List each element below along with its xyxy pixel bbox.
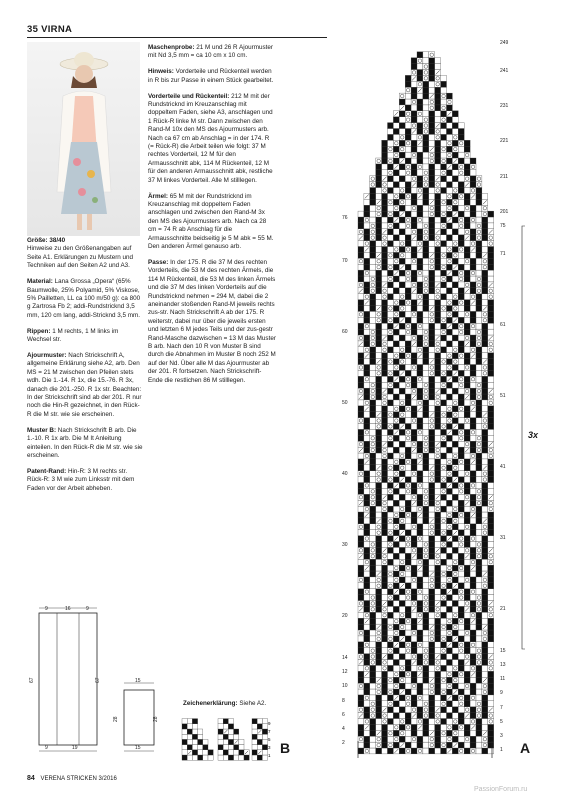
header-rule — [27, 37, 327, 38]
row-number: 21 — [500, 606, 506, 612]
section-aermel — [148, 193, 276, 252]
row-number: 40 — [342, 471, 348, 477]
chart-b — [182, 715, 282, 765]
body-outline — [39, 613, 97, 745]
chart-b-row-7: 7 — [268, 729, 271, 734]
section-muster-b — [27, 427, 143, 461]
row-number: 13 — [500, 662, 506, 668]
row-number: 211 — [500, 174, 508, 180]
row-number: 41 — [500, 464, 506, 470]
row-number: 71 — [500, 251, 506, 257]
row-number: 70 — [342, 258, 348, 264]
dim-body-bottom-1: 9 — [45, 745, 48, 751]
row-number: 1 — [500, 747, 503, 753]
row-number: 75 — [500, 223, 506, 229]
section-ajourmuster — [27, 352, 143, 419]
row-number: 241 — [500, 68, 509, 74]
section-vorderteile — [148, 93, 276, 185]
chart-b-row-3: 3 — [268, 745, 271, 750]
row-number: 60 — [342, 329, 348, 335]
section-heading: Material: — [27, 278, 53, 286]
chart-b-label: B — [280, 740, 291, 756]
section-heading: Rippen: — [27, 327, 51, 335]
chart-b-row-1: 1 — [268, 753, 271, 758]
dim-body-height-left: 67 — [29, 677, 35, 683]
row-number: 15 — [500, 648, 506, 654]
row-number: 6 — [342, 712, 345, 718]
section-heading: Größe: 38/40 — [27, 237, 66, 244]
row-number: 50 — [342, 400, 348, 406]
row-number: 76 — [342, 215, 348, 221]
chart-b-row-9: 9 — [268, 721, 271, 726]
model-photo — [27, 42, 140, 236]
dim-sleeve-top: 15 — [135, 678, 141, 684]
page-number: 84 — [27, 775, 35, 782]
magazine-name: VERENA STRICKEN 3/2016 — [40, 776, 117, 782]
row-number: 221 — [500, 138, 509, 144]
section-material — [27, 278, 143, 320]
chart-a-right-numbers — [500, 223, 506, 753]
section-body: 65 M mit der Rundstricknd im Kreuzanschlag mit doppeltem Faden anschlagen und zwischen den Rand-M 3x den MS des Ajourmusters arb. Nach ca 28 cm = 74 R ab Anschlag für die Armausschnitte beidseitig je 5 M abk = 55 M. Den anderen Ärmel genauso arb. — [148, 192, 274, 251]
legend-label: Zeichenerklärung: — [183, 700, 238, 707]
section-groesse — [27, 237, 143, 271]
dim-sleeve-height-left: 28 — [113, 716, 119, 722]
section-rippen — [27, 328, 143, 345]
chart-a-right-top-numbers — [500, 40, 509, 215]
section-hinweis — [148, 68, 276, 85]
repeat-bracket — [522, 226, 525, 649]
section-heading: Hinweis: — [148, 68, 174, 76]
schematic-drawing — [27, 605, 187, 765]
watermark: PassionForum.ru — [474, 786, 528, 793]
row-number: 4 — [342, 726, 345, 732]
page-header — [27, 24, 327, 35]
row-number: 61 — [500, 322, 506, 328]
section-body: Vorderteile und Rückenteil werden in R bis zur Passe in einem Stück gearbeitet. — [148, 68, 274, 84]
row-number: 14 — [342, 655, 348, 661]
section-body: Lana Grossa „Opera“ (65% Baumwolle, 25% Polyamid, 5% Viskose, 5% Pailletten, LL ca 100 m/50 g): ca 800 g Zartrosa Fb 2; addi-Rundstricknd 3,5 mm, 120 cm lang, addi-Stricknd 3,5 mm. — [27, 278, 141, 319]
chart-a-label: A — [520, 740, 531, 756]
section-body: 1 M rechts, 1 M links im Wechsel str. — [27, 327, 119, 344]
chart-a — [342, 36, 525, 766]
middle-text-column — [148, 44, 276, 393]
section-body: Nach Strickschrift A, allgemeine Erklärung siehe A2, arb. Den MS = 21 M zwischen den Pfeilen stets wdh. Die 1.-14. R 1x, die 15.-76. R 3x, danach die 201.-250. R 1x str. Beachten: In der Strickschrift sind ab der 201. R nur noch die Hin-R gezeichnet, in den Rück-R die M str. wie sie erscheinen. — [27, 351, 142, 418]
symbol-legend — [183, 700, 266, 707]
section-body: Nach Strickschrift B arb. Die 1.-10. R 1x arb. Die M It Anleitung einteilen. In den Rück-R die M str. wie sie erscheinen. — [27, 426, 143, 459]
dim-sleeve-height-right: 28 — [153, 716, 159, 722]
row-number: 8 — [342, 698, 345, 704]
row-number: 7 — [500, 705, 503, 711]
section-heading: Passe: — [148, 258, 169, 266]
section-body: Hin-R: 3 M rechts str. Rück-R: 3 M wie zum Linksstr mit dem Faden vor der Arbeit abheben. — [27, 467, 135, 492]
dim-body-top-1: 9 — [45, 606, 48, 612]
chart-b-row-5: 5 — [268, 737, 271, 742]
dim-body-height-right: 67 — [95, 677, 101, 683]
chart-b-grid — [182, 719, 268, 761]
section-heading: Vorderteile und Rückenteil: — [148, 92, 230, 100]
sleeve-outline — [124, 690, 154, 745]
dim-body-top-3: 9 — [86, 606, 89, 612]
row-number: 201 — [500, 209, 509, 215]
dim-body-top-2: 16 — [65, 606, 71, 612]
legend-text: Siehe A2. — [239, 700, 267, 707]
section-maschenprobe — [148, 44, 276, 61]
pattern-title: 35 VIRNA — [27, 24, 73, 35]
section-passe — [148, 259, 276, 385]
chart-a-grid — [358, 52, 494, 754]
dim-body-bottom-2: 19 — [72, 745, 78, 751]
section-body: 21 M und 26 R Ajourmuster mit Nd 3,5 mm = ca 10 cm x 10 cm. — [148, 44, 273, 60]
section-heading: Maschenprobe: — [148, 44, 195, 51]
section-heading: Ärmel: — [148, 192, 168, 200]
row-number: 2 — [342, 740, 345, 746]
row-number: 12 — [342, 669, 348, 675]
section-body: Hinweise zu den Größenangaben auf Seite A1. Erklärungen zu Mustern und Techniken auf den Seiten A2 und A3. — [27, 245, 134, 270]
row-number: 5 — [500, 719, 503, 725]
row-number: 249 — [500, 40, 509, 46]
row-number: 3 — [500, 733, 503, 739]
section-heading: Muster B: — [27, 426, 57, 434]
chart-a-left-numbers — [342, 215, 348, 746]
section-body: 212 M mit der Rundstricknd im Kreuzanschlag mit doppeltem Faden, siehe A3, anschlagen und 1 Rück-R linke M str. Dann zwischen den Rand-M 10x den MS des Ajourmusters arb. Nach ca 67 cm ab Anschlag = in der 174. R (= Rück-R) die Arbeit teilen wie folgt: 37 M rechtes Vorderteil, 12 M für den Armausschnitt abk, 114 M Rückenteil, 12 M für den anderen Armausschnitt abk, restliche 37 M linkes Vorderteil. Alle M stilllegen. — [148, 92, 273, 184]
section-heading: Ajourmuster: — [27, 351, 67, 359]
section-heading: Patent-Rand: — [27, 467, 67, 475]
row-number: 31 — [500, 535, 506, 541]
row-number: 231 — [500, 103, 509, 109]
page-footer — [27, 775, 117, 782]
dim-sleeve-bottom: 15 — [135, 745, 141, 751]
row-number: 11 — [500, 676, 506, 682]
row-number: 20 — [342, 613, 348, 619]
row-number: 30 — [342, 542, 348, 548]
repeat-label: 3x — [528, 430, 539, 440]
row-number: 9 — [500, 690, 503, 696]
left-text-column — [27, 237, 143, 501]
row-number: 10 — [342, 683, 348, 689]
row-number: 51 — [500, 393, 506, 399]
section-body: In der 175. R die 37 M des rechten Vorderteils, die 53 M des rechten Ärmels, die 114 M Rückenteil, die 53 M des linken Ärmels und die 37 M des linken Vorderteils auf die Rundstricknd nehmen = 294 M, dabei die 2 aneinander stoßenden Rand-M jeweils rechts zus-str. Nach Strickschrift A ab der 175. R weiterstr, dabei nur über die jeweils ersten und letzten 6 M jedes Teils und der zus-gestr Rand-Masche dazwischen = 13 M das Muster B arb. Nach den 10 R von Muster B sind durch die Abnahmen im Muster B noch 252 M auf der Nd. Über alle M das Ajourmuster ab der 201. R fortsetzen. Nach Strickschrift-Ende die restlichen 86 M stilllegen. — [148, 258, 276, 384]
chart-b-row-numbers — [268, 721, 271, 758]
section-patent-rand — [27, 468, 143, 493]
